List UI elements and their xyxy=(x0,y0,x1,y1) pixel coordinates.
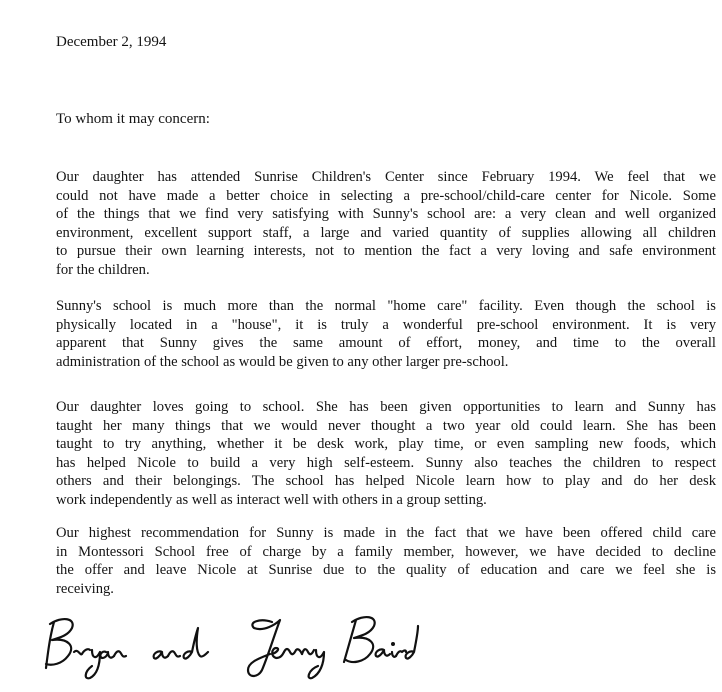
paragraph-line: of the things that we find very satisfying with Sunny's school are: a very clean and well organized xyxy=(56,206,716,223)
paragraph-line: to pursue their own learning interests, not to mention the fact a very loving and safe environment xyxy=(56,243,716,260)
paragraph-line: the offer and leave Nicole at Sunrise due to the quality of education and care we feel she is xyxy=(56,562,716,579)
paragraph-line: apparent that Sunny gives the same amount of effort, money, and time to the overall xyxy=(56,335,716,352)
paragraph-line: taught to try anything, whether it be desk work, play time, or even sampling new foods, which xyxy=(56,436,716,453)
paragraph-home-care xyxy=(56,297,716,371)
paragraph-line: has helped Nicole to build a very high self-esteem. Sunny also teaches the children to respect xyxy=(56,454,716,471)
paragraph-line: others and their belongings. The school has helped Nicole learn how to play and do her desk xyxy=(56,473,716,490)
paragraph-line: Our highest recommendation for Sunny is made in the fact that we have been offered child care xyxy=(56,525,716,541)
letter-date: December 2, 1994 xyxy=(56,34,167,50)
paragraph-school-choice xyxy=(56,168,716,280)
paragraph-line: Our daughter loves going to school. She has been given opportunities to learn and Sunny has xyxy=(56,399,716,415)
paragraph-line: work independently as well as interact well with others in a group setting. xyxy=(56,491,487,508)
paragraph-line: in Montessori School free of charge by a family member, however, we have decided to decline xyxy=(56,543,716,560)
paragraph-line: for the children. xyxy=(56,261,150,278)
paragraph-line: physically located in a "house", it is truly a wonderful pre-school environment. It is very xyxy=(56,316,716,333)
salutation: To whom it may concern: xyxy=(56,111,210,127)
paragraph-learning xyxy=(56,398,716,510)
paragraph-line: receiving. xyxy=(56,580,114,597)
paragraph-line: Our daughter has attended Sunrise Children's Center since February 1994. We feel that we xyxy=(56,169,716,185)
paragraph-line: taught her many things that we would never thought a two year old could learn. She has been xyxy=(56,417,716,434)
paragraph-line: Sunny's school is much more than the normal "home care" facility. Even though the school is xyxy=(56,298,716,314)
paragraph-line: environment, excellent support staff, a large and varied quantity of supplies allowing all children xyxy=(56,224,716,241)
handwritten-signature xyxy=(40,608,420,682)
paragraph-line: could not have made a better choice in selecting a pre-school/child-care center for Nicole. Some xyxy=(56,187,716,204)
paragraph-line: administration of the school as would be given to any other larger pre-school. xyxy=(56,353,509,370)
paragraph-recommendation xyxy=(56,524,716,598)
